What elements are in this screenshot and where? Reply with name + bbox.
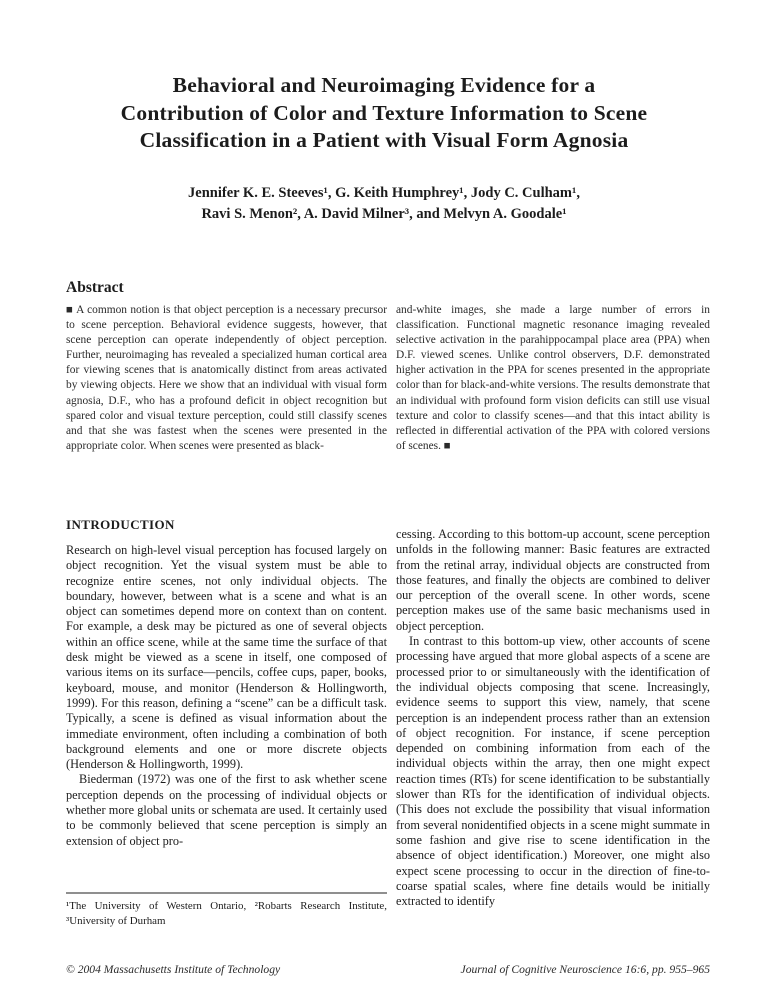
journal-citation: Journal of Cognitive Neuroscience 16:6, pp. 955–965: [460, 963, 710, 976]
intro-left-paragraph-1: Research on high-level visual perception has focused largely on object recognition. Yet the visual system must be able to recognize entire scenes, not only individual objects. The boundary, however, between what is a scene and what is an object can sometimes depend more on context than on content. For example, a desk may be pictured as one of several objects within an office scene, while at the same time the surface of that desk might be viewed as a scene in itself, one composed of various items on its surface—pencils, coffee cups, paper, books, keyboard, mouse, and monitor (Henderson & Hollingworth, 1999). For this reason, defining a “scene” can be a difficult task. Typically, a scene is defined as visual information about the immediate environment, often including a combination of both background elements and one or more discrete objects (Henderson & Hollingworth, 1999).: [66, 543, 387, 772]
article-title-line-1: Behavioral and Neuroimaging Evidence for a: [172, 73, 596, 97]
article-title-line-2: Contribution of Color and Texture Information to Scene: [120, 100, 648, 125]
affiliations-footnote: ¹The University of Western Ontario, ²Robarts Research Institute, ³University of Durham: [66, 900, 387, 927]
footnote-divider: [66, 892, 387, 894]
introduction-heading: INTRODUCTION: [66, 517, 175, 532]
page-footer: [66, 963, 710, 976]
abstract-column-right: and-white images, she made a large number of errors in classification. Functional magnetic resonance imaging revealed selective activation in the parahippocampal place area (PPA) when D.F. viewed scenes. Unlike control observers, D.F. demonstrated higher activation in the PPA for scenes presented in the appropriate color than for black-and-white versions. The results demonstrate that an individual with profound form vision deficits can still use visual texture and color to classify scenes—and that this intact ability is reflected in differential activation of the PPA with colored versions of scenes. ■: [396, 304, 710, 452]
abstract-heading: Abstract: [66, 279, 124, 296]
author-list: [60, 183, 708, 225]
introduction-column-right: [396, 527, 710, 909]
intro-right-paragraph-1: cessing. According to this bottom-up account, scene perception unfolds in the following manner: Basic features are extracted from the retinal array, individual objects are constructed from those features, and finally the objects are combined to deliver our perception of the overall scene. In other words, scene perception makes use of the same basic mechanisms used in object perception.: [396, 527, 710, 633]
author-line-2: Ravi S. Menon², A. David Milner³, and Melvyn A. Goodale¹: [201, 206, 567, 222]
author-line-1: Jennifer K. E. Steeves¹, G. Keith Humphrey¹, Jody C. Culham¹,: [188, 185, 580, 201]
introduction-column-left: [66, 543, 387, 849]
article-title: [40, 72, 728, 155]
intro-right-paragraph-2: In contrast to this bottom-up view, other accounts of scene processing have argued that more global aspects of a scene are processed prior to or simultaneously with the identification of the individual objects composing that scene. Increasingly, evidence seems to support this view, namely, that scene perception is an independent process rather than an extension of object recognition. For instance, if scene perception depended on combining information from each of the individual objects within the array, then one might expect reaction times (RTs) for scene identification to be substantially slower than RTs for the identification of individual objects. (This does not exclude the possibility that visual information from several nonidentified objects in a scene might summate in some fashion and give rise to scene identification in the absence of object identification.) Moreover, one might also expect scene processing to occur in the direction of fine-to-coarse spatial scales, where fine details would be initially extracted to identify: [396, 634, 710, 909]
intro-left-paragraph-2: Biederman (1972) was one of the first to ask whether scene perception depends on the processing of individual objects or whether more global units or schemata are used. It certainly used to be commonly believed that scene perception is simply an extension of object pro-: [66, 772, 387, 848]
abstract-column-left: ■ A common notion is that object perception is a necessary precursor to scene perception. Behavioral evidence suggests, however, that scene perception can operate independently of object perception. Further, neuroimaging has revealed a specialized human cortical area for viewing scenes that is anatomically distinct from areas activated by viewing objects. Here we show that an individual with visual form agnosia, D.F., who has a profound deficit in object recognition but spared color and visual texture perception, could still classify scenes and that she was fastest when the scenes were presented in the appropriate color. When scenes were presented as black-: [66, 304, 387, 452]
article-title-line-3: Classification in a Patient with Visual Form Agnosia: [139, 128, 629, 152]
copyright-notice: © 2004 Massachusetts Institute of Technology: [66, 963, 281, 976]
